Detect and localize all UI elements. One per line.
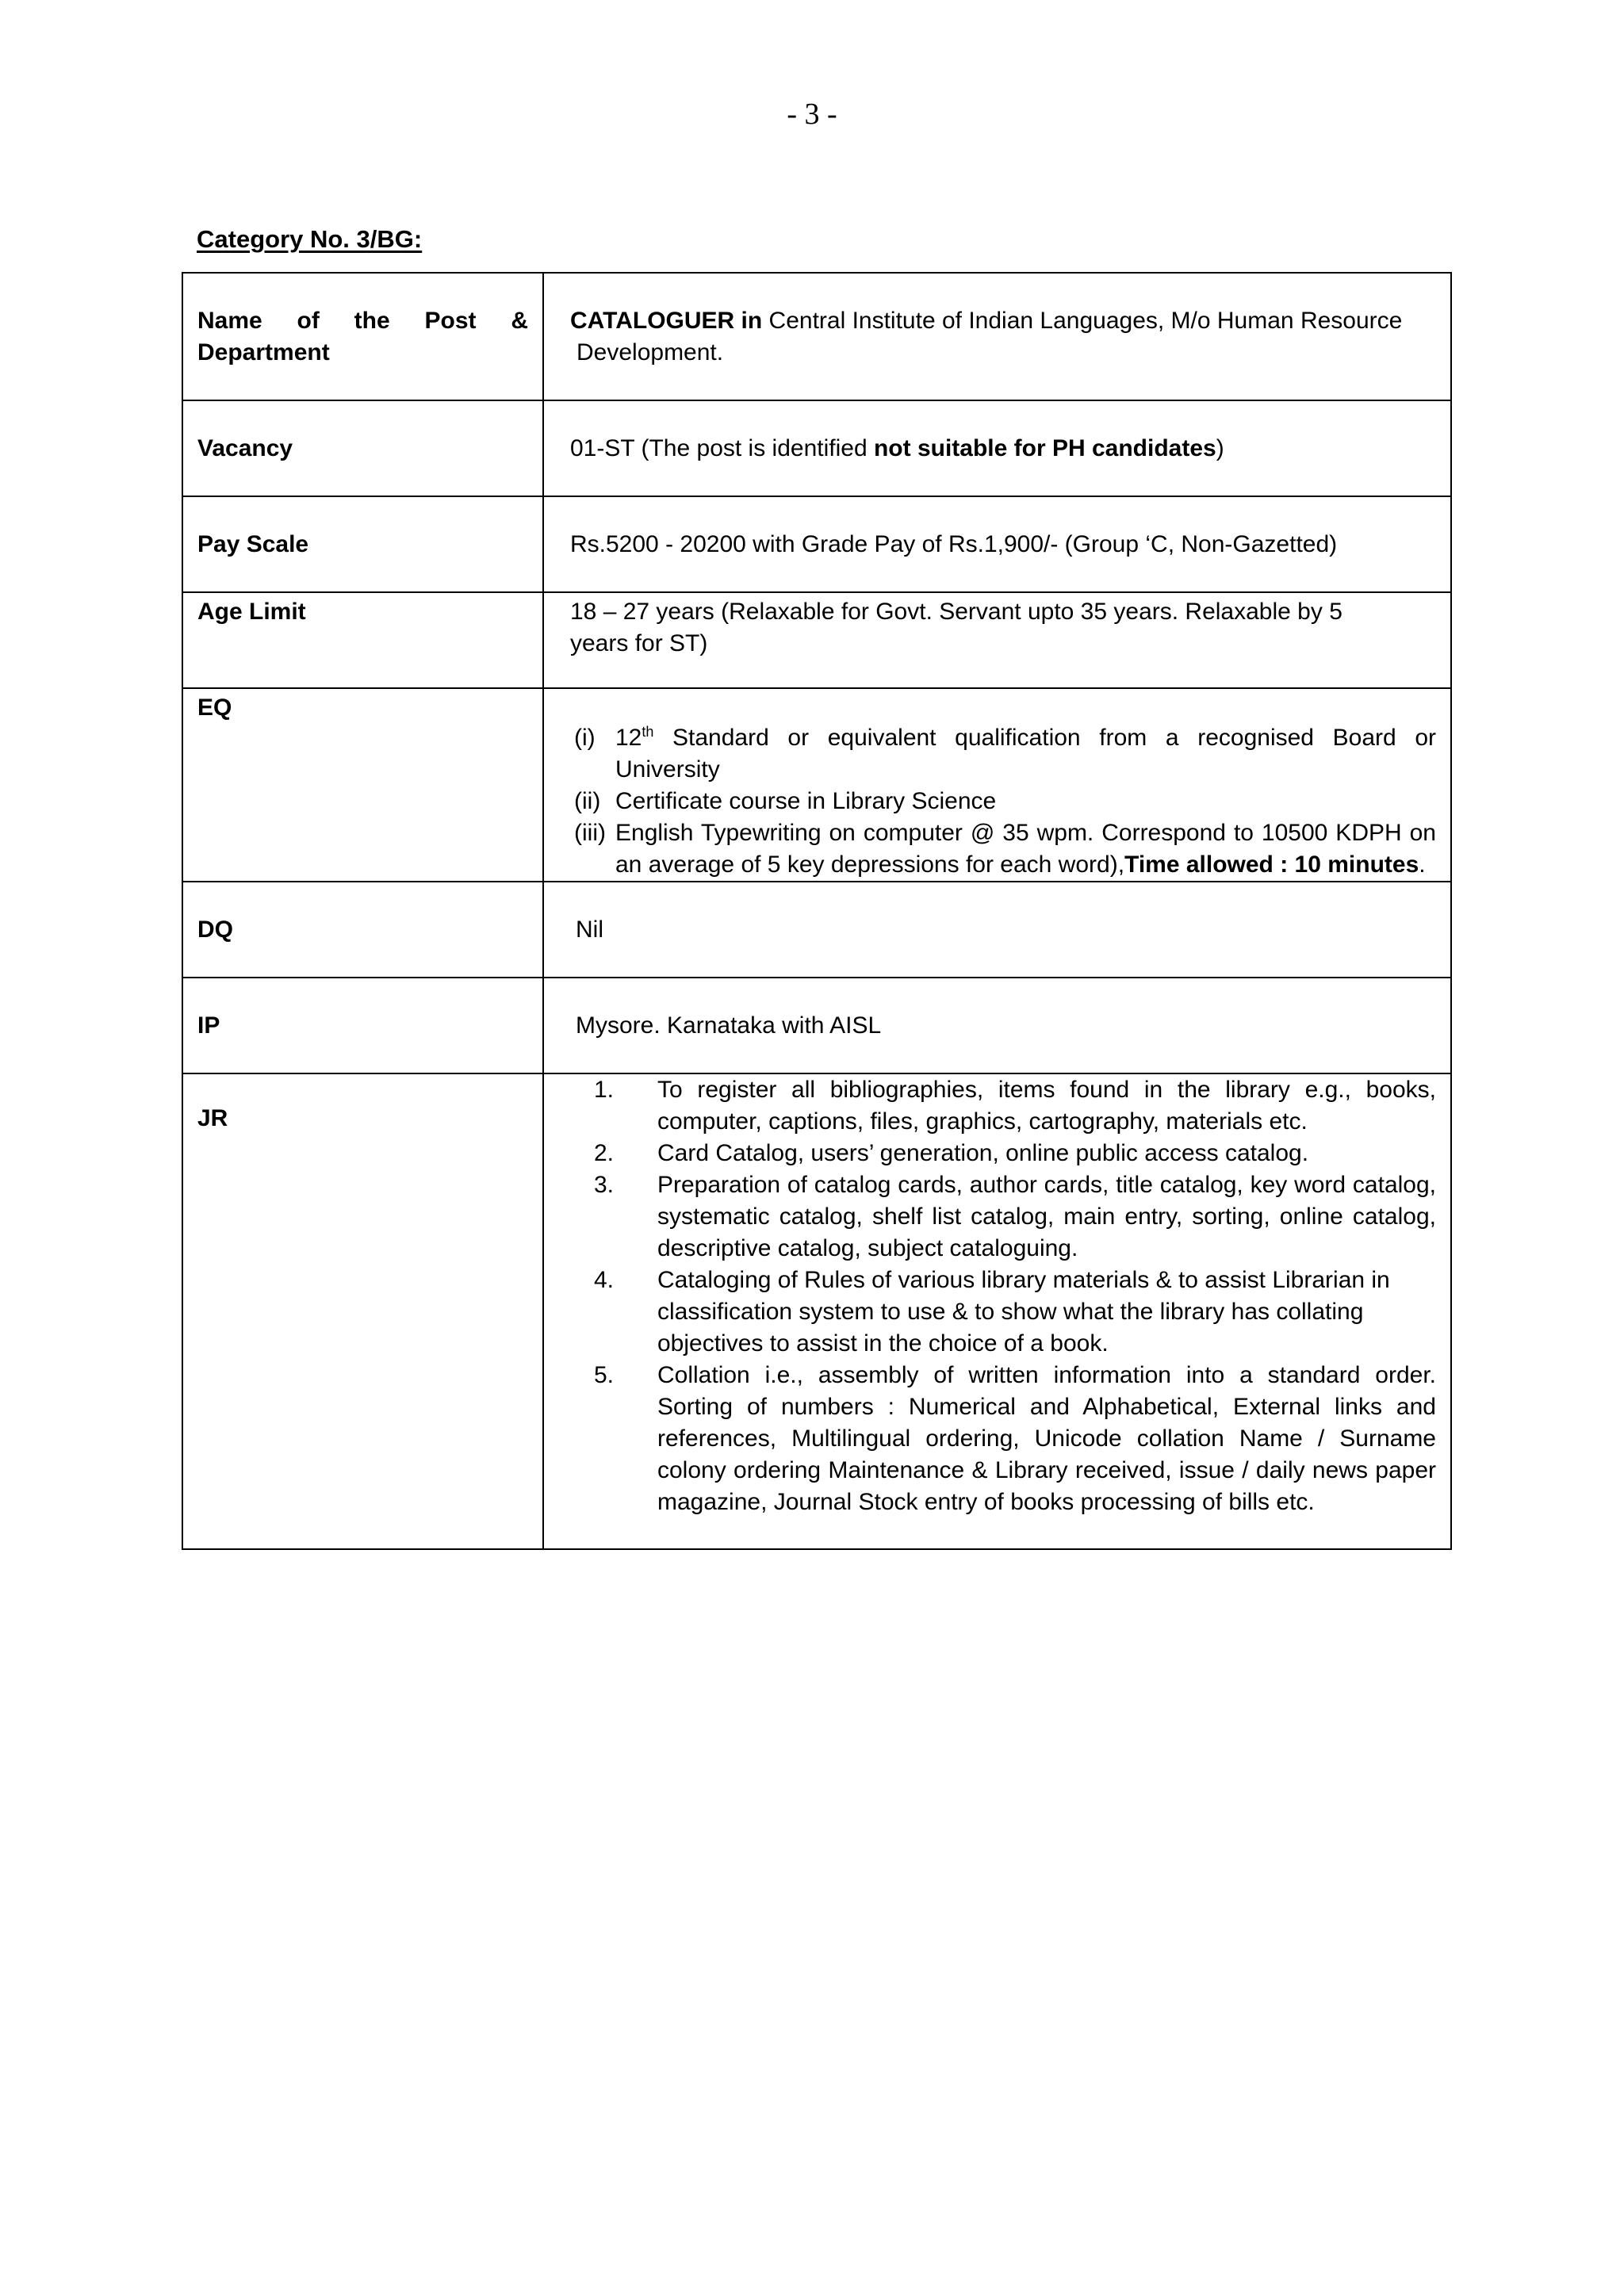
- eq-item-text: 12: [615, 725, 642, 751]
- list-item: [570, 1265, 1436, 1360]
- label-vacancy: Vacancy: [182, 400, 543, 496]
- list-marker: (i): [574, 725, 596, 751]
- jr-item-text: Cataloging of Rules of various library materials & to assist Librarian in classification system to use & to show what the library has collating objectives to assist in the choice of a book.: [657, 1267, 1390, 1357]
- value-name-line2: Development.: [576, 339, 724, 365]
- table-row-vacancy: [182, 400, 1451, 496]
- eq-item-bold: Time allowed : 10 minutes: [1124, 851, 1419, 878]
- list-item: [570, 1074, 1436, 1138]
- label-ip: IP: [182, 978, 543, 1073]
- vacancy-prefix: 01-ST (The post is identified: [570, 434, 874, 461]
- post-title: CATALOGUER in: [570, 307, 763, 334]
- eq-item-text: English Typewriting on computer @ 35 wpm. Correspond to 10500 KDPH on an average of 5 key depressions for each word),: [615, 820, 1436, 878]
- label-eq: EQ: [182, 688, 543, 882]
- post-department: Central Institute of Indian Languages, M/o Human Resource: [762, 307, 1403, 334]
- category-title: Category No. 3/BG:: [197, 225, 423, 253]
- list-item: [574, 722, 1436, 786]
- eq-item-sup: th: [642, 724, 654, 740]
- list-marker: 2.: [594, 1140, 615, 1166]
- list-marker: 4.: [594, 1267, 615, 1293]
- page-number: - 3 -: [787, 98, 837, 131]
- table-row-name: [182, 273, 1451, 400]
- list-marker: 1.: [594, 1077, 615, 1103]
- value-name-of-post: [543, 273, 1451, 400]
- table-row-ip: [182, 978, 1451, 1073]
- value-dq: Nil: [543, 882, 1451, 978]
- label-name-line1: Name of the Post &: [197, 307, 528, 334]
- value-eq: [543, 688, 1451, 882]
- table-row-pay-scale: [182, 496, 1451, 592]
- list-item: [570, 1360, 1436, 1518]
- list-item: [574, 817, 1436, 881]
- jr-item-text: To register all bibliographies, items found in the library e.g., books, computer, captions, files, graphics, cartography, materials etc.: [657, 1077, 1436, 1135]
- table-row-age-limit: [182, 592, 1451, 688]
- list-marker: 5.: [594, 1362, 615, 1388]
- vacancy-bold: not suitable for PH candidates: [873, 434, 1216, 461]
- list-marker: (ii): [574, 788, 601, 814]
- eq-list: [574, 722, 1436, 881]
- label-name-line2: Department: [197, 339, 330, 365]
- list-item: [570, 1169, 1436, 1265]
- value-ip: Mysore. Karnataka with AISL: [543, 978, 1451, 1073]
- value-pay-scale: Rs.5200 - 20200 with Grade Pay of Rs.1,900/- (Group ‘C, Non-Gazetted): [543, 496, 1451, 592]
- table-row-eq: [182, 688, 1451, 882]
- value-name-line1: [570, 305, 1436, 337]
- jr-list: [570, 1074, 1436, 1518]
- table-row-dq: [182, 882, 1451, 978]
- label-age-limit: Age Limit: [182, 592, 543, 688]
- value-age-limit: 18 – 27 years (Relaxable for Govt. Servant upto 35 years. Relaxable by 5 years for ST): [543, 592, 1451, 688]
- label-name-of-post: [182, 273, 543, 400]
- list-item: [570, 1138, 1436, 1169]
- jr-item-text: Preparation of catalog cards, author cards, title catalog, key word catalog, systematic catalog, shelf list catalog, main entry, sorting, online catalog, descriptive catalog, subject cataloguing.: [657, 1172, 1436, 1261]
- label-dq: DQ: [182, 882, 543, 978]
- jr-item-text: Collation i.e., assembly of written information into a standard order. Sorting of numbers : Numerical and Alphabetical, External links and references, Multilingual ordering, Unicode collation Name / Surname colony ordering Maintenance & Library received, issue / daily news paper magazine, Journal Stock entry of books processing of bills etc.: [657, 1362, 1436, 1515]
- post-details-table: [182, 272, 1452, 1550]
- eq-item-text: Certificate course in Library Science: [615, 788, 997, 814]
- jr-item-text: Card Catalog, users’ generation, online public access catalog.: [657, 1140, 1309, 1166]
- eq-item-text: Standard or equivalent qualification from a recognised Board or University: [615, 725, 1436, 783]
- list-item: [574, 786, 1436, 817]
- value-vacancy: [543, 400, 1451, 496]
- table-row-jr: [182, 1073, 1451, 1549]
- value-jr: [543, 1073, 1451, 1549]
- list-marker: (iii): [574, 820, 606, 846]
- label-jr: JR: [182, 1073, 543, 1549]
- list-marker: 3.: [594, 1172, 615, 1198]
- eq-item-tail: .: [1419, 851, 1426, 878]
- vacancy-suffix: ): [1216, 434, 1224, 461]
- label-pay-scale: Pay Scale: [182, 496, 543, 592]
